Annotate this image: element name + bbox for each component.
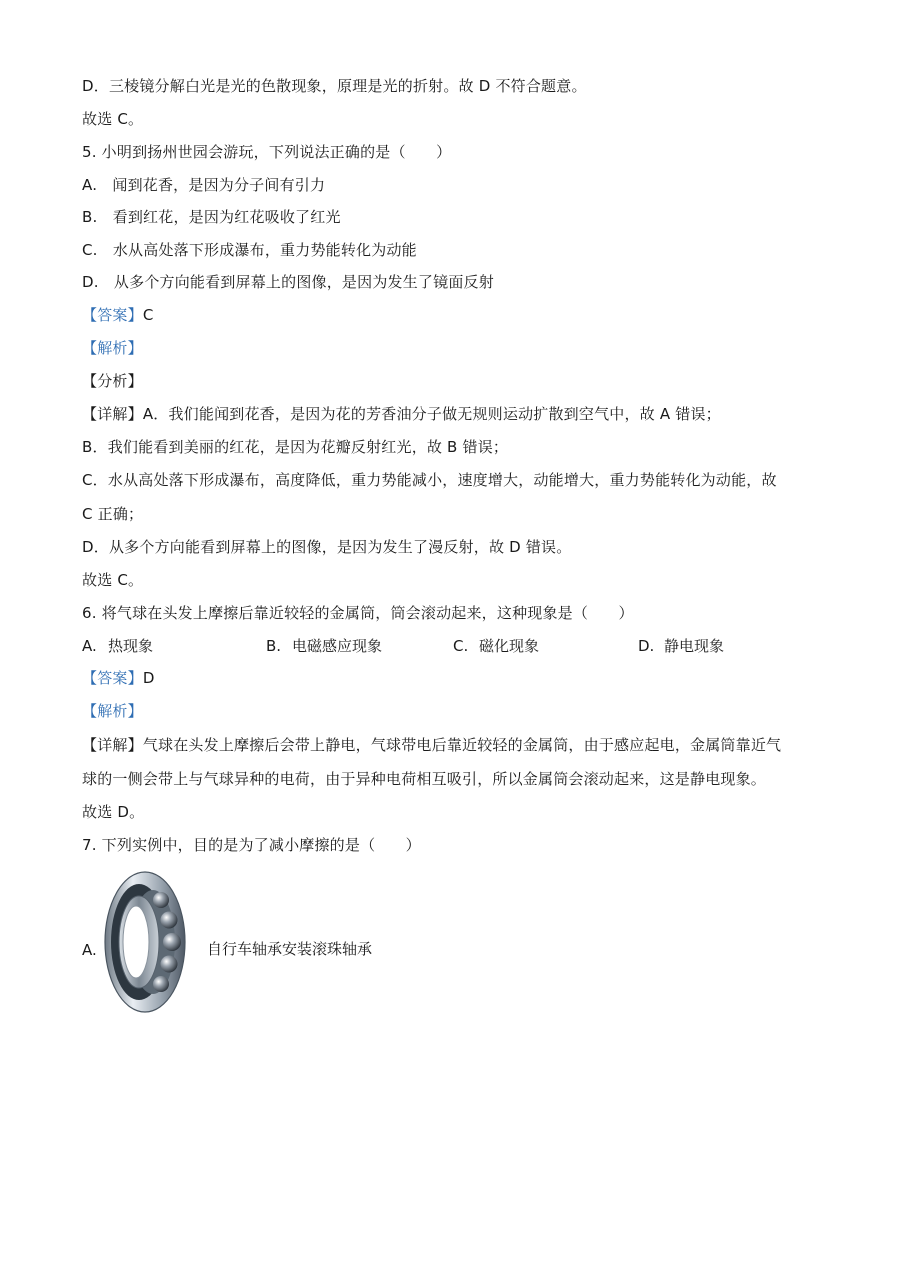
detail-tag: 【详解】 xyxy=(82,736,143,754)
ball-icon xyxy=(153,976,169,992)
q5-detail-a xyxy=(82,404,721,424)
question-6: 6. 将气球在头发上摩擦后靠近较轻的金属筒，筒会滚动起来，这种现象是（ ） xyxy=(82,604,634,622)
ball-icon xyxy=(163,933,181,951)
q5-option-d: D. 从多个方向能看到屏幕上的图像，是因为发生了镜面反射 xyxy=(82,273,494,291)
conclusion-q6: 故选 D。 xyxy=(82,803,145,821)
q7-option-a-text: 自行车轴承安装滚珠轴承 xyxy=(207,940,373,958)
conclusion-q4: 故选 C。 xyxy=(82,110,144,128)
q6-option-d: D. 静电现象 xyxy=(638,637,725,655)
q6-option-b: B. 电磁感应现象 xyxy=(266,637,383,655)
answer-tag: 【答案】 xyxy=(82,669,143,687)
q5-detail-c-line1: C．水从高处落下形成瀑布，高度降低，重力势能减小，速度增大，动能增大，重力势能转化为动能，故 xyxy=(82,471,777,489)
ball-icon xyxy=(161,912,178,929)
q5-detail-c-line2: C 正确； xyxy=(82,505,144,523)
q5-option-c: C. 水从高处落下形成瀑布，重力势能转化为动能 xyxy=(82,241,417,259)
q5-option-a: A. 闻到花香，是因为分子间有引力 xyxy=(82,176,326,194)
q6-answer xyxy=(82,668,155,688)
ball-icon xyxy=(153,892,169,908)
q6-analysis-tag: 【解析】 xyxy=(82,702,143,720)
answer-tag: 【答案】 xyxy=(82,306,143,324)
q6-option-a: A. 热现象 xyxy=(82,637,154,655)
conclusion-q5: 故选 C。 xyxy=(82,571,144,589)
detail-tag: 【详解】 xyxy=(82,405,143,423)
ball-bearing-image xyxy=(103,870,187,1014)
q5-analysis-tag: 【解析】 xyxy=(82,339,143,357)
question-5: 5. 小明到扬州世园会游玩，下列说法正确的是（ ） xyxy=(82,143,452,161)
q7-option-a-key: A. xyxy=(82,941,97,959)
ball-icon xyxy=(161,956,178,973)
q5-fenxi-tag: 【分析】 xyxy=(82,372,143,390)
q5-detail-b: B．我们能看到美丽的红花，是因为花瓣反射红光，故 B 错误； xyxy=(82,438,509,456)
option-d-explanation: D．三棱镜分解白光是光的色散现象，原理是光的折射。故 D 不符合题意。 xyxy=(82,77,587,95)
answer-value: C xyxy=(142,306,154,324)
q5-answer xyxy=(82,305,154,325)
detail-text: A．我们能闻到花香，是因为花的芳香油分子做无规则运动扩散到空气中，故 A 错误； xyxy=(142,405,721,423)
q5-option-b: B. 看到红花，是因为红花吸收了红光 xyxy=(82,208,341,226)
q6-option-c: C. 磁化现象 xyxy=(453,637,540,655)
question-7: 7. 下列实例中，目的是为了减小摩擦的是（ ） xyxy=(82,836,421,854)
detail-text: 气球在头发上摩擦后会带上静电，气球带电后靠近较轻的金属筒，由于感应起电，金属筒靠近气 xyxy=(142,736,782,754)
q6-detail-line2: 球的一侧会带上与气球异种的电荷，由于异种电荷相互吸引，所以金属筒会滚动起来，这是静电现象。 xyxy=(82,770,767,788)
q5-detail-d: D．从多个方向能看到屏幕上的图像，是因为发生了漫反射，故 D 错误。 xyxy=(82,538,572,556)
answer-value: D xyxy=(142,669,155,687)
q6-detail-line1 xyxy=(82,735,781,755)
